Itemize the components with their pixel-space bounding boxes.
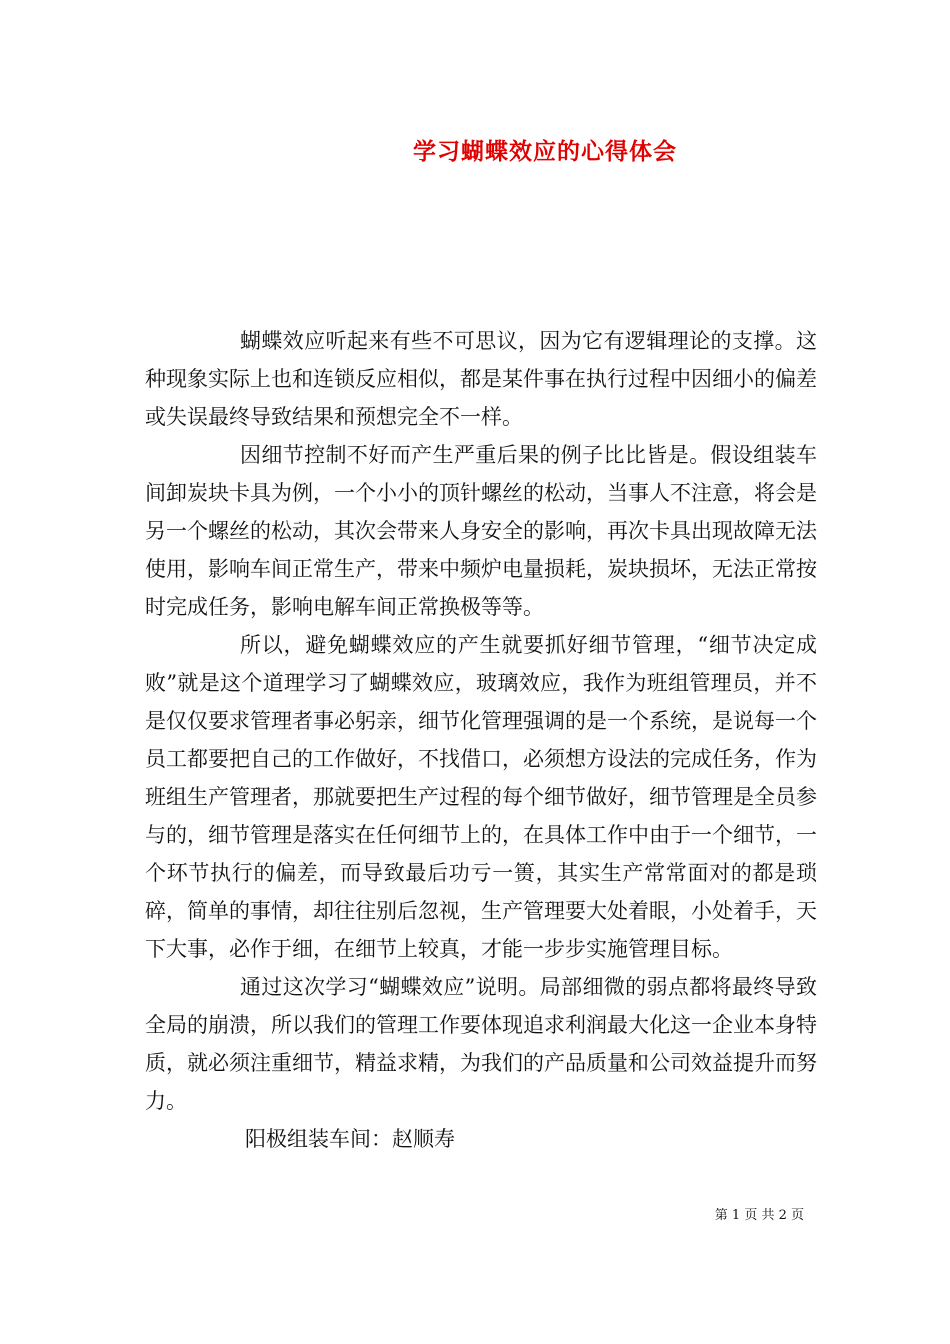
paragraph-2: 因细节控制不好而产生严重后果的例子比比皆是。假设组装车间卸炭块卡具为例，一个小小的顶针螺丝的松动，当事人不注意，将会是另一个螺丝的松动，其次会带来人身安全的影响，再次卡具出现故障无法使用，影响车间正常生产，带来中频炉电量损耗，炭块损坏，无法正常按时完成任务，影响电解车间正常换极等等。 bbox=[145, 443, 817, 619]
page-number-footer: 第 1 页 共 2 页 bbox=[714, 1208, 804, 1223]
paragraph-4: 通过这次学习“蝴蝶效应”说明。局部细微的弱点都将最终导致全局的崩溃，所以我们的管理工作要体现追求利润最大化这一企业本身特质，就必须注重细节，精益求精，为我们的产品质量和公司效益提升而努力。 bbox=[145, 975, 817, 1113]
document-body bbox=[145, 322, 817, 1158]
paragraph-1: 蝴蝶效应听起来有些不可思议，因为它有逻辑理论的支撑。这种现象实际上也和连锁反应相似，都是某件事在执行过程中因细小的偏差或失误最终导致结果和预想完全不一样。 bbox=[145, 329, 817, 429]
paragraph-3: 所以，避免蝴蝶效应的产生就要抓好细节管理，“细节决定成败”就是这个道理学习了蝴蝶效应，玻璃效应，我作为班组管理员，并不是仅仅要求管理者事必躬亲，细节化管理强调的是一个系统，是说每一个员工都要把自己的工作做好，不找借口，必须想方设法的完成任务，作为班组生产管理者，那就要把生产过程的每个细节做好，细节管理是全员参与的，细节管理是落实在任何细节上的，在具体工作中由于一个细节，一个环节执行的偏差，而导致最后功亏一篑，其实生产常常面对的都是琐碎，简单的事情，却往往别后忽视，生产管理要大处着眼，小处着手，天下大事，必作于细，在细节上较真，才能一步步实施管理目标。 bbox=[145, 633, 817, 961]
document-title: 学习蝴蝶效应的心得体会 bbox=[413, 138, 677, 165]
signature: 阳极组装车间：赵顺寿 bbox=[245, 1127, 455, 1151]
